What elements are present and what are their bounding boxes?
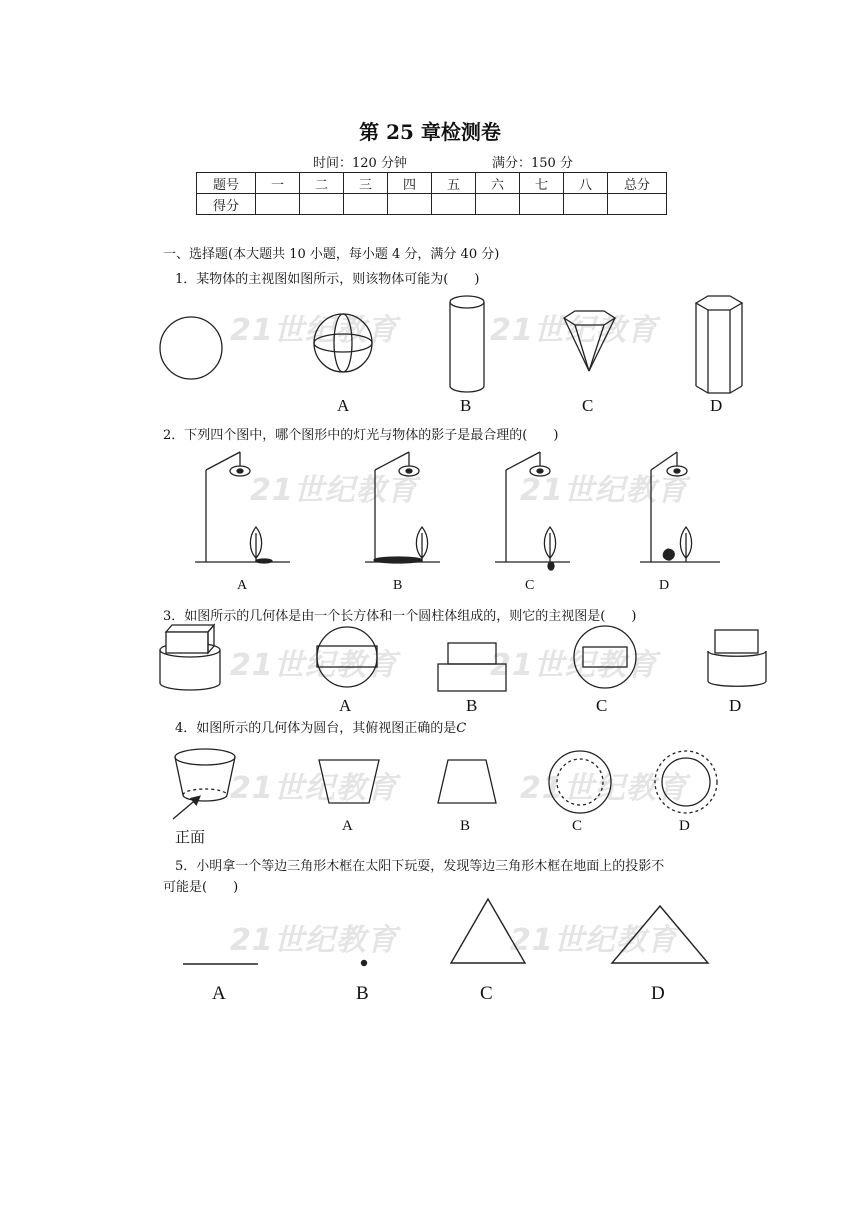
option-label: C: [582, 396, 594, 415]
option-label: A: [237, 578, 248, 593]
watermark: 21世纪教育: [510, 923, 678, 958]
option-b-point: [362, 961, 367, 966]
option-label: B: [356, 983, 369, 1004]
option-label: C: [525, 578, 535, 593]
watermark: 21世纪教育: [520, 473, 688, 508]
option-label: B: [466, 696, 478, 715]
question-4-stem: 4．如图所示的几何体为圆台，其俯视图正确的是: [175, 721, 457, 736]
option-label: D: [710, 396, 723, 415]
table-header-cell: 二: [300, 173, 344, 194]
option-d-triangle: [612, 906, 708, 963]
watermark: 21世纪教育: [230, 923, 398, 958]
table-header-cell: 总分: [608, 173, 667, 194]
watermark: 21世纪教育: [230, 313, 398, 348]
option-label: A: [339, 696, 352, 715]
question-2-text: 2．下列四个图中，哪个图形中的灯光与物体的影子是最合理的( ): [163, 428, 559, 443]
table-row-label: 得分: [197, 194, 256, 215]
watermark: 21世纪教育: [490, 648, 658, 683]
question-3-text: 3．如图所示的几何体是由一个长方体和一个圆柱体组成的，则它的主视图是( ): [163, 609, 637, 624]
option-label: C: [596, 696, 608, 715]
watermark: 21世纪教育: [230, 648, 398, 683]
option-label: D: [651, 983, 665, 1004]
watermark: 21世纪教育: [250, 473, 418, 508]
watermark: 21世纪教育: [520, 771, 688, 806]
table-header-cell: 一: [256, 173, 300, 194]
watermark: 21世纪教育: [490, 313, 658, 348]
option-label: D: [729, 696, 742, 715]
table-header-cell: 七: [520, 173, 564, 194]
table-header-cell: 八: [564, 173, 608, 194]
option-label: D: [679, 818, 690, 834]
table-header-cell: 题号: [197, 173, 256, 194]
option-label: B: [393, 578, 403, 593]
question-5-text-line1: 5．小明拿一个等边三角形木框在太阳下玩耍，发现等边三角形木框在地面上的投影不: [175, 859, 665, 874]
table-header-cell: 五: [432, 173, 476, 194]
exam-time: 时间：120 分钟: [313, 156, 407, 171]
table-header-cell: 三: [344, 173, 388, 194]
option-label: C: [572, 818, 583, 834]
option-label: A: [212, 983, 226, 1004]
option-label: D: [659, 578, 670, 593]
option-label: B: [460, 818, 471, 834]
table-header-cell: 四: [388, 173, 432, 194]
option-label: B: [460, 396, 472, 415]
question-5-text-line2: 可能是( ): [163, 880, 239, 895]
section-heading: 一、选择题(本大题共 10 小题，每小题 4 分，满分 40 分): [163, 247, 500, 262]
watermark: 21世纪教育: [230, 771, 398, 806]
page-title: 第 25 章检测卷: [359, 120, 501, 144]
option-label: C: [480, 983, 493, 1004]
option-c-triangle: [451, 899, 525, 963]
option-label: A: [337, 396, 350, 415]
exam-full-score: 满分：150 分: [492, 156, 573, 171]
front-direction-label: 正面: [175, 828, 206, 846]
option-label: A: [342, 818, 353, 834]
question-1-text: 1．某物体的主视图如图所示，则该物体可能为( ): [175, 272, 480, 287]
question-4-answer: C: [456, 721, 467, 736]
table-header-cell: 六: [476, 173, 520, 194]
